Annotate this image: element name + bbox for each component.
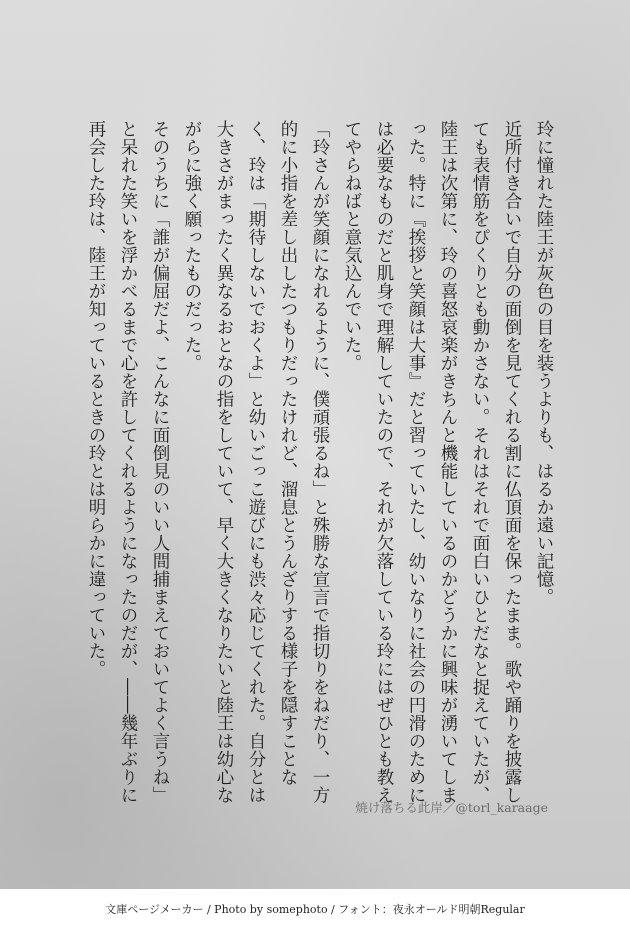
paragraph-1: 玲に憧れた陸王が灰色の目を装うよりも、はるか遠い記憶。 [534,120,554,606]
paragraph-2: 近所付き合いで自分の面倒を見てくれる割に仏頂面を保ったまま。歌や踊りを披露しても表情筋をぴくりとも動かさない。それはそれで面白いひとだなと捉えていたが、陸王は次第に、玲の喜怒哀楽がきちんと機能しているのかどうかに興味が湧いてしまった。特に『挨拶と笑顔は大事』だと習っていたし、幼いなりに社会の円滑のためには必要なものだと肌身で理解していたので、それが欠落している玲にはぜひとも教えてやらねばと意気込んでいた。 [342,120,522,804]
novel-body [80,120,560,810]
author-credit: 焼け落ちる此岸／@torl_karaage [355,800,548,815]
paragraph-3: 「玲さんが笑顔になれるように、僕頑張るね」と殊勝な宣言で指切りをねだり、一方的に小指を差し出したつもりだったけれど、溜息とうんざりする様子を隠すことなく、玲は「期待しないでおくよ」と幼いごっこ遊びにも渋々応じてくれた。自分とは大きさがまったく異なるおとなの指をしていて、早く大きくなりたいと陸王は幼心ながらに強く願ったものだった。 [182,120,330,804]
paragraph-4: そのうちに「誰が偏屈だよ、こんなに面倒見のいい人間捕まえておいてよく言うね」と呆れた笑いを浮かべるまで心を許してくれるようになったのだが、――幾年ぶりに再会した玲は、陸王が知っているときの玲とは明らかに違っていた。 [86,120,170,804]
footer-credits: 文庫ページメーカー / Photo by somephoto / フォント：夜永オールド明朝Regular [105,902,525,916]
